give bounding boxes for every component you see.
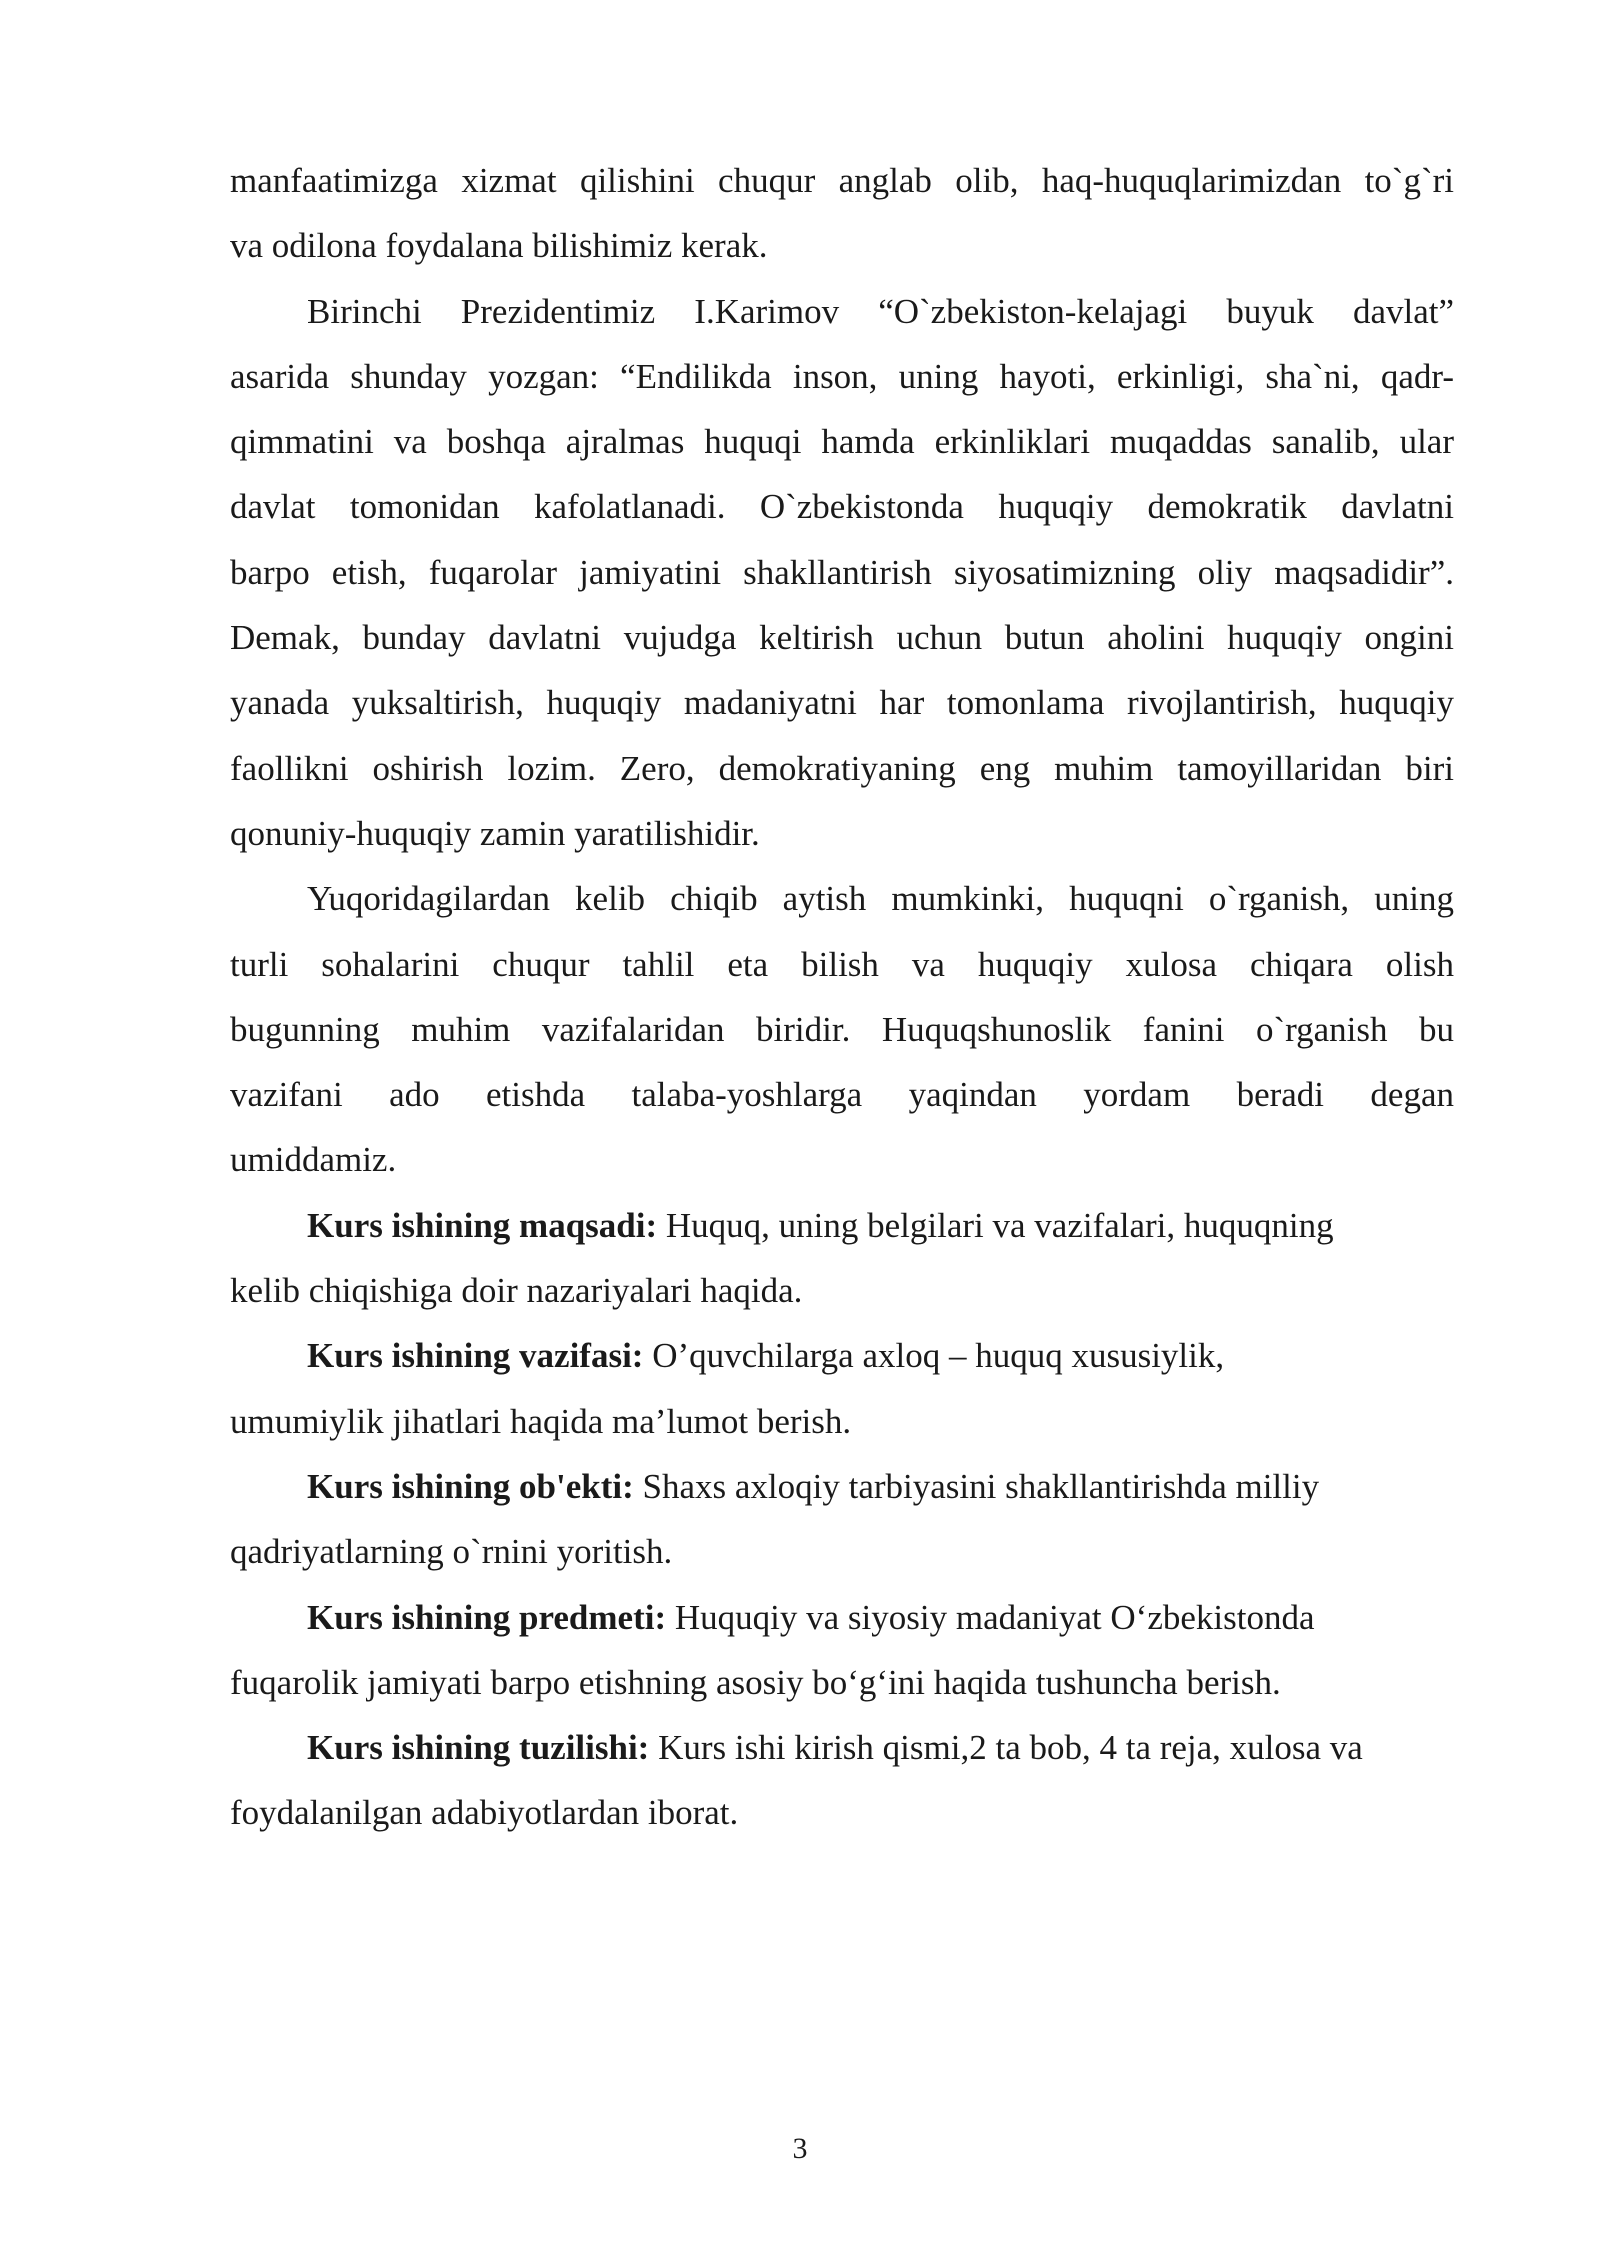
- text-line: turli sohalarini chuqur tahlil eta bilish va huquqiy xulosa chiqara olish: [230, 944, 1454, 984]
- text-line: manfaatimizga xizmat qilishini chuqur anglab olib, haq-huquqlarimizdan to`g`ri: [230, 161, 1454, 200]
- section-tuzilishi: [230, 1715, 1454, 1780]
- section-text: O’quvchilarga axloq – huquq xususiylik,: [643, 1336, 1225, 1376]
- section-continuation: foydalanilgan adabiyotlardan iborat.: [230, 1793, 739, 1833]
- section-continuation: kelib chiqishiga doir nazariyalari haqida.: [230, 1271, 803, 1311]
- section-text: Huquq, uning belgilari va vazifalari, huquqning: [657, 1205, 1334, 1245]
- section-label: Kurs ishining maqsadi:: [307, 1205, 658, 1245]
- section-continuation: fuqarolik jamiyati barpo etishning asosiy bo‘g‘ini haqida tushuncha berish.: [230, 1662, 1281, 1702]
- section-obekti: [230, 1454, 1454, 1519]
- text-line: bugunning muhim vazifalaridan biridir. Huquqshunoslik fanini o`rganish bu: [230, 1009, 1454, 1049]
- section-maqsadi: [230, 1193, 1454, 1258]
- text-line: Yuqoridagilardan kelib chiqib aytish mumkinki, huquqni o`rganish, uning: [307, 879, 1454, 919]
- text-line: Demak, bunday davlatni vujudga keltirish uchun butun aholini huquqiy ongini: [230, 618, 1454, 658]
- text-line: qonuniy-huquqiy zamin yaratilishidir.: [230, 813, 760, 853]
- section-text: Huquqiy va siyosiy madaniyat O‘zbekistonda: [666, 1597, 1315, 1637]
- section-label: Kurs ishining ob'ekti:: [307, 1466, 634, 1506]
- text-line: qimmatini va boshqa ajralmas huquqi hamda erkinliklari muqaddas sanalib, ular: [230, 422, 1454, 462]
- text-line: barpo etish, fuqarolar jamiyatini shakllantirish siyosatimizning oliy maqsadidir”.: [230, 552, 1454, 592]
- section-predmeti: [230, 1585, 1454, 1650]
- section-text: Kurs ishi kirish qismi,2 ta bob, 4 ta reja, xulosa va: [649, 1728, 1363, 1768]
- text-line: faollikni oshirish lozim. Zero, demokratiyaning eng muhim tamoyillaridan biri: [230, 748, 1454, 788]
- text-line: davlat tomonidan kafolatlanadi. O`zbekistonda huquqiy demokratik davlatni: [230, 487, 1454, 527]
- section-vazifasi: [230, 1323, 1454, 1388]
- text-line: vazifani ado etishda talaba-yoshlarga yaqindan yordam beradi degan: [230, 1075, 1454, 1115]
- section-label: Kurs ishining tuzilishi:: [307, 1728, 650, 1768]
- section-continuation: qadriyatlarning o`rnini yoritish.: [230, 1532, 673, 1572]
- section-label: Kurs ishining predmeti:: [307, 1597, 667, 1637]
- section-label: Kurs ishining vazifasi:: [307, 1336, 644, 1376]
- text-line: umiddamiz.: [230, 1140, 397, 1180]
- text-line: yanada yuksaltirish, huquqiy madaniyatni har tomonlama rivojlantirish, huquqiy: [230, 683, 1454, 723]
- section-text: Shaxs axloqiy tarbiyasini shakllantirishda milliy: [633, 1466, 1320, 1506]
- text-line: Birinchi Prezidentimiz I.Karimov “O`zbekiston-kelajagi buyuk davlat”: [307, 291, 1454, 331]
- section-continuation: umumiylik jihatlari haqida ma’lumot berish.: [230, 1401, 852, 1441]
- text-line: va odilona foydalana bilishimiz kerak.: [230, 226, 768, 266]
- page-number: 3: [792, 2132, 808, 2165]
- page-body: [230, 148, 1454, 1846]
- text-line: asarida shunday yozgan: “Endilikda inson, uning hayoti, erkinligi, sha`ni, qadr-: [230, 356, 1454, 396]
